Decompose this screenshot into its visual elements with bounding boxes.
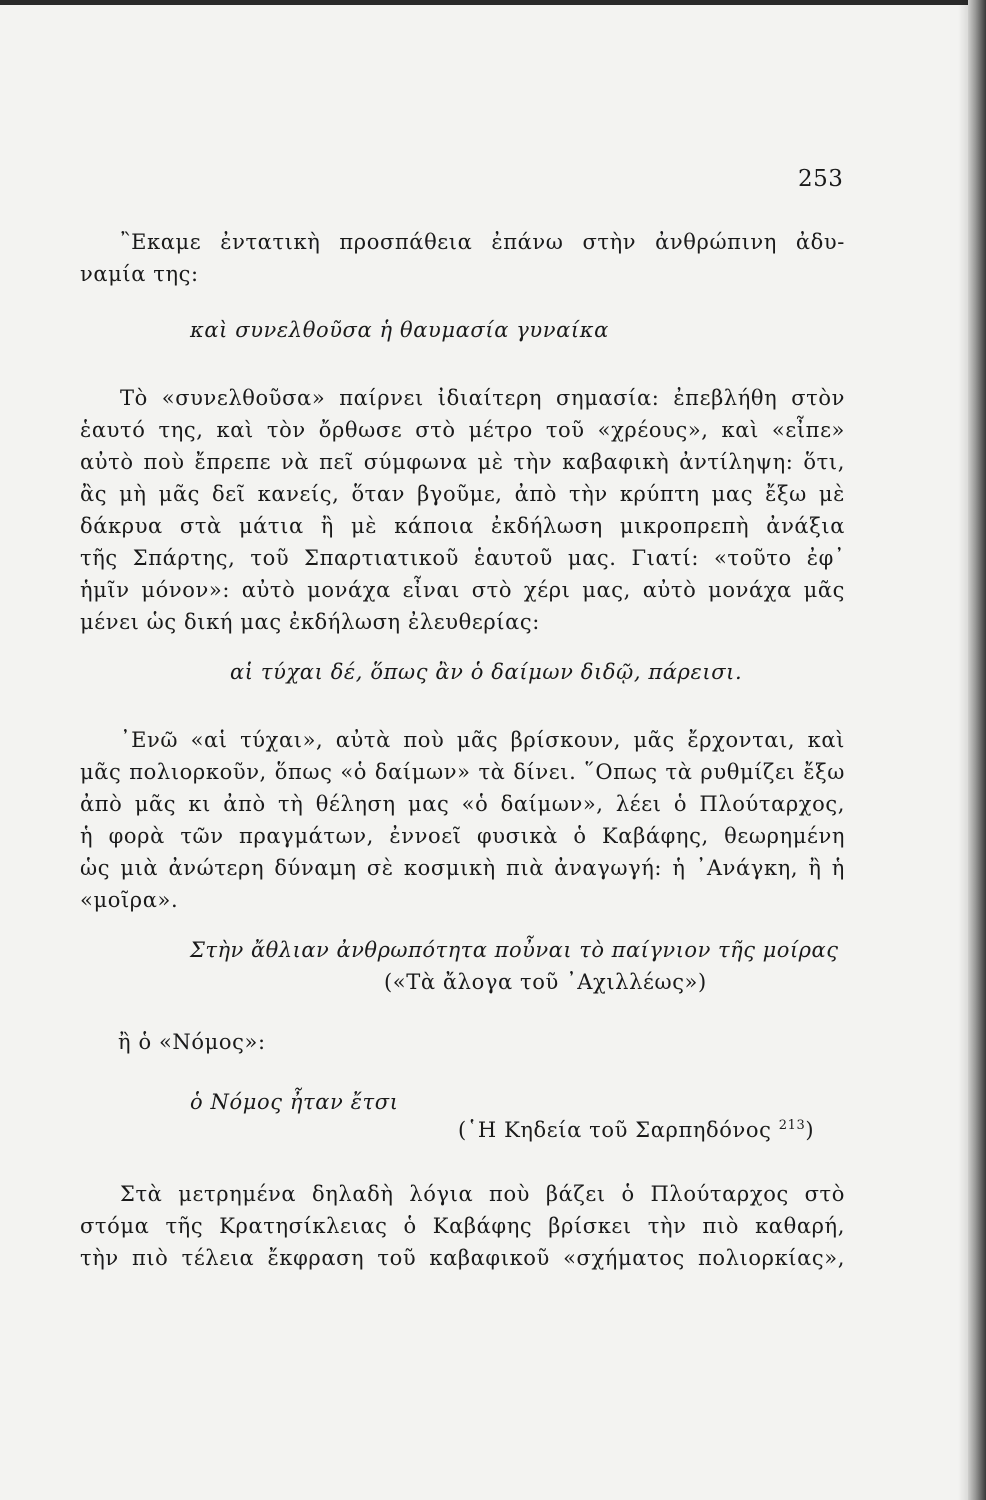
text-line: Τὸ «συνελθοῦσα» παίρνει ἰδιαίτερη σημασία: ἐπεβλήθη στὸν (120, 386, 845, 410)
text-line: τὴν πιὸ τέλεια ἔκφραση τοῦ καβαφικοῦ «σχήματος πολιορκίας», (80, 1246, 845, 1270)
page-gutter-shadow (958, 0, 968, 1500)
paragraph-4: ἢ ὁ «Νόμος»: (118, 1030, 266, 1054)
text-line: ἡμῖν μόνον»: αὐτὸ μονάχα εἶναι στὸ χέρι μας, αὐτὸ μονάχα μᾶς (80, 578, 845, 602)
text-line: μένει ὡς δική μας ἐκδήλωση ἐλευθερίας: (80, 610, 540, 634)
text-line: «μοῖρα». (80, 888, 179, 912)
text-line: αὐτὸ ποὺ ἔπρεπε νὰ πεῖ σύμφωνα μὲ τὴν καβαφικὴ ἀντίληψη: ὅτι, (80, 450, 845, 474)
text-line: μᾶς πολιορκοῦν, ὅπως «ὁ δαίμων» τὰ δίνει. ῞Οπως τὰ ρυθμίζει ἔξω (80, 760, 845, 784)
quote-4-source (458, 1118, 814, 1142)
footnote-marker: 213 (778, 1118, 806, 1133)
poem-quote-3: Στὴν ἄθλιαν ἀνθρωπότητα ποὖναι τὸ παίγνιον τῆς μοίρας (190, 938, 839, 962)
text-line: ᾿Ενῶ «αἱ τύχαι», αὐτὰ ποὺ μᾶς βρίσκουν, μᾶς ἔρχονται, καὶ (120, 728, 845, 752)
paragraph-3 (80, 724, 845, 916)
poem-quote-4: ὁ Νόμος ἦταν ἔτσι (190, 1090, 399, 1114)
page-top-edge (0, 0, 986, 5)
text-line: ὡς μιὰ ἀνώτερη δύναμη σὲ κοσμικὴ πιὰ ἀναγωγή: ἡ ᾿Ανάγκη, ἢ ἡ (80, 856, 845, 880)
quote-3-source: («Τὰ ἄλογα τοῦ ᾿Αχιλλέως») (384, 970, 707, 994)
text-line: στόμα τῆς Κρατησίκλειας ὁ Καβάφης βρίσκει τὴν πιὸ καθαρή, (80, 1214, 845, 1238)
paragraph-2 (80, 382, 845, 638)
text-line: ἑαυτό της, καὶ τὸν ὄρθωσε στὸ μέτρο τοῦ «χρέους», καὶ «εἶπε» (80, 418, 845, 442)
quote-4-source-close: ) (805, 1118, 815, 1142)
text-line: ἂς μὴ μᾶς δεῖ κανείς, ὅταν βγοῦμε, ἀπὸ τὴν κρύπτη μας ἔξω μὲ (80, 482, 845, 506)
quote-4-source-title: (῾Η Κηδεία τοῦ Σαρπηδόνος (458, 1118, 772, 1142)
page-right-edge (968, 0, 986, 1500)
text-line: ῍Εκαμε ἐντατικὴ προσπάθεια ἐπάνω στὴν ἀνθρώπινη ἀδυ- (120, 230, 845, 254)
text-line: δάκρυα στὰ μάτια ἢ μὲ κάποια ἐκδήλωση μικροπρεπὴ ἀνάξια (80, 514, 845, 538)
poem-quote-2: αἱ τύχαι δέ, ὅπως ἂν ὁ δαίμων διδῷ, πάρεισι. (230, 660, 743, 684)
paragraph-5 (80, 1178, 845, 1274)
poem-quote-1: καὶ συνελθοῦσα ἡ θαυμασία γυναίκα (190, 318, 609, 342)
text-line: Στὰ μετρημένα δηλαδὴ λόγια ποὺ βάζει ὁ Πλούταρχος στὸ (120, 1182, 845, 1206)
text-line: ναμία της: (80, 262, 199, 286)
text-line: ἡ φορὰ τῶν πραγμάτων, ἐννοεῖ φυσικὰ ὁ Καβάφης, θεωρημένη (80, 824, 845, 848)
page-number: 253 (798, 166, 844, 192)
text-line: τῆς Σπάρτης, τοῦ Σπαρτιατικοῦ ἑαυτοῦ μας. Γιατί: «τοῦτο ἐφ᾽ (80, 546, 845, 570)
paragraph-1 (80, 226, 845, 290)
text-line: ἀπὸ μᾶς κι ἀπὸ τὴ θέληση μας «ὁ δαίμων», λέει ὁ Πλούταρχος, (80, 792, 845, 816)
